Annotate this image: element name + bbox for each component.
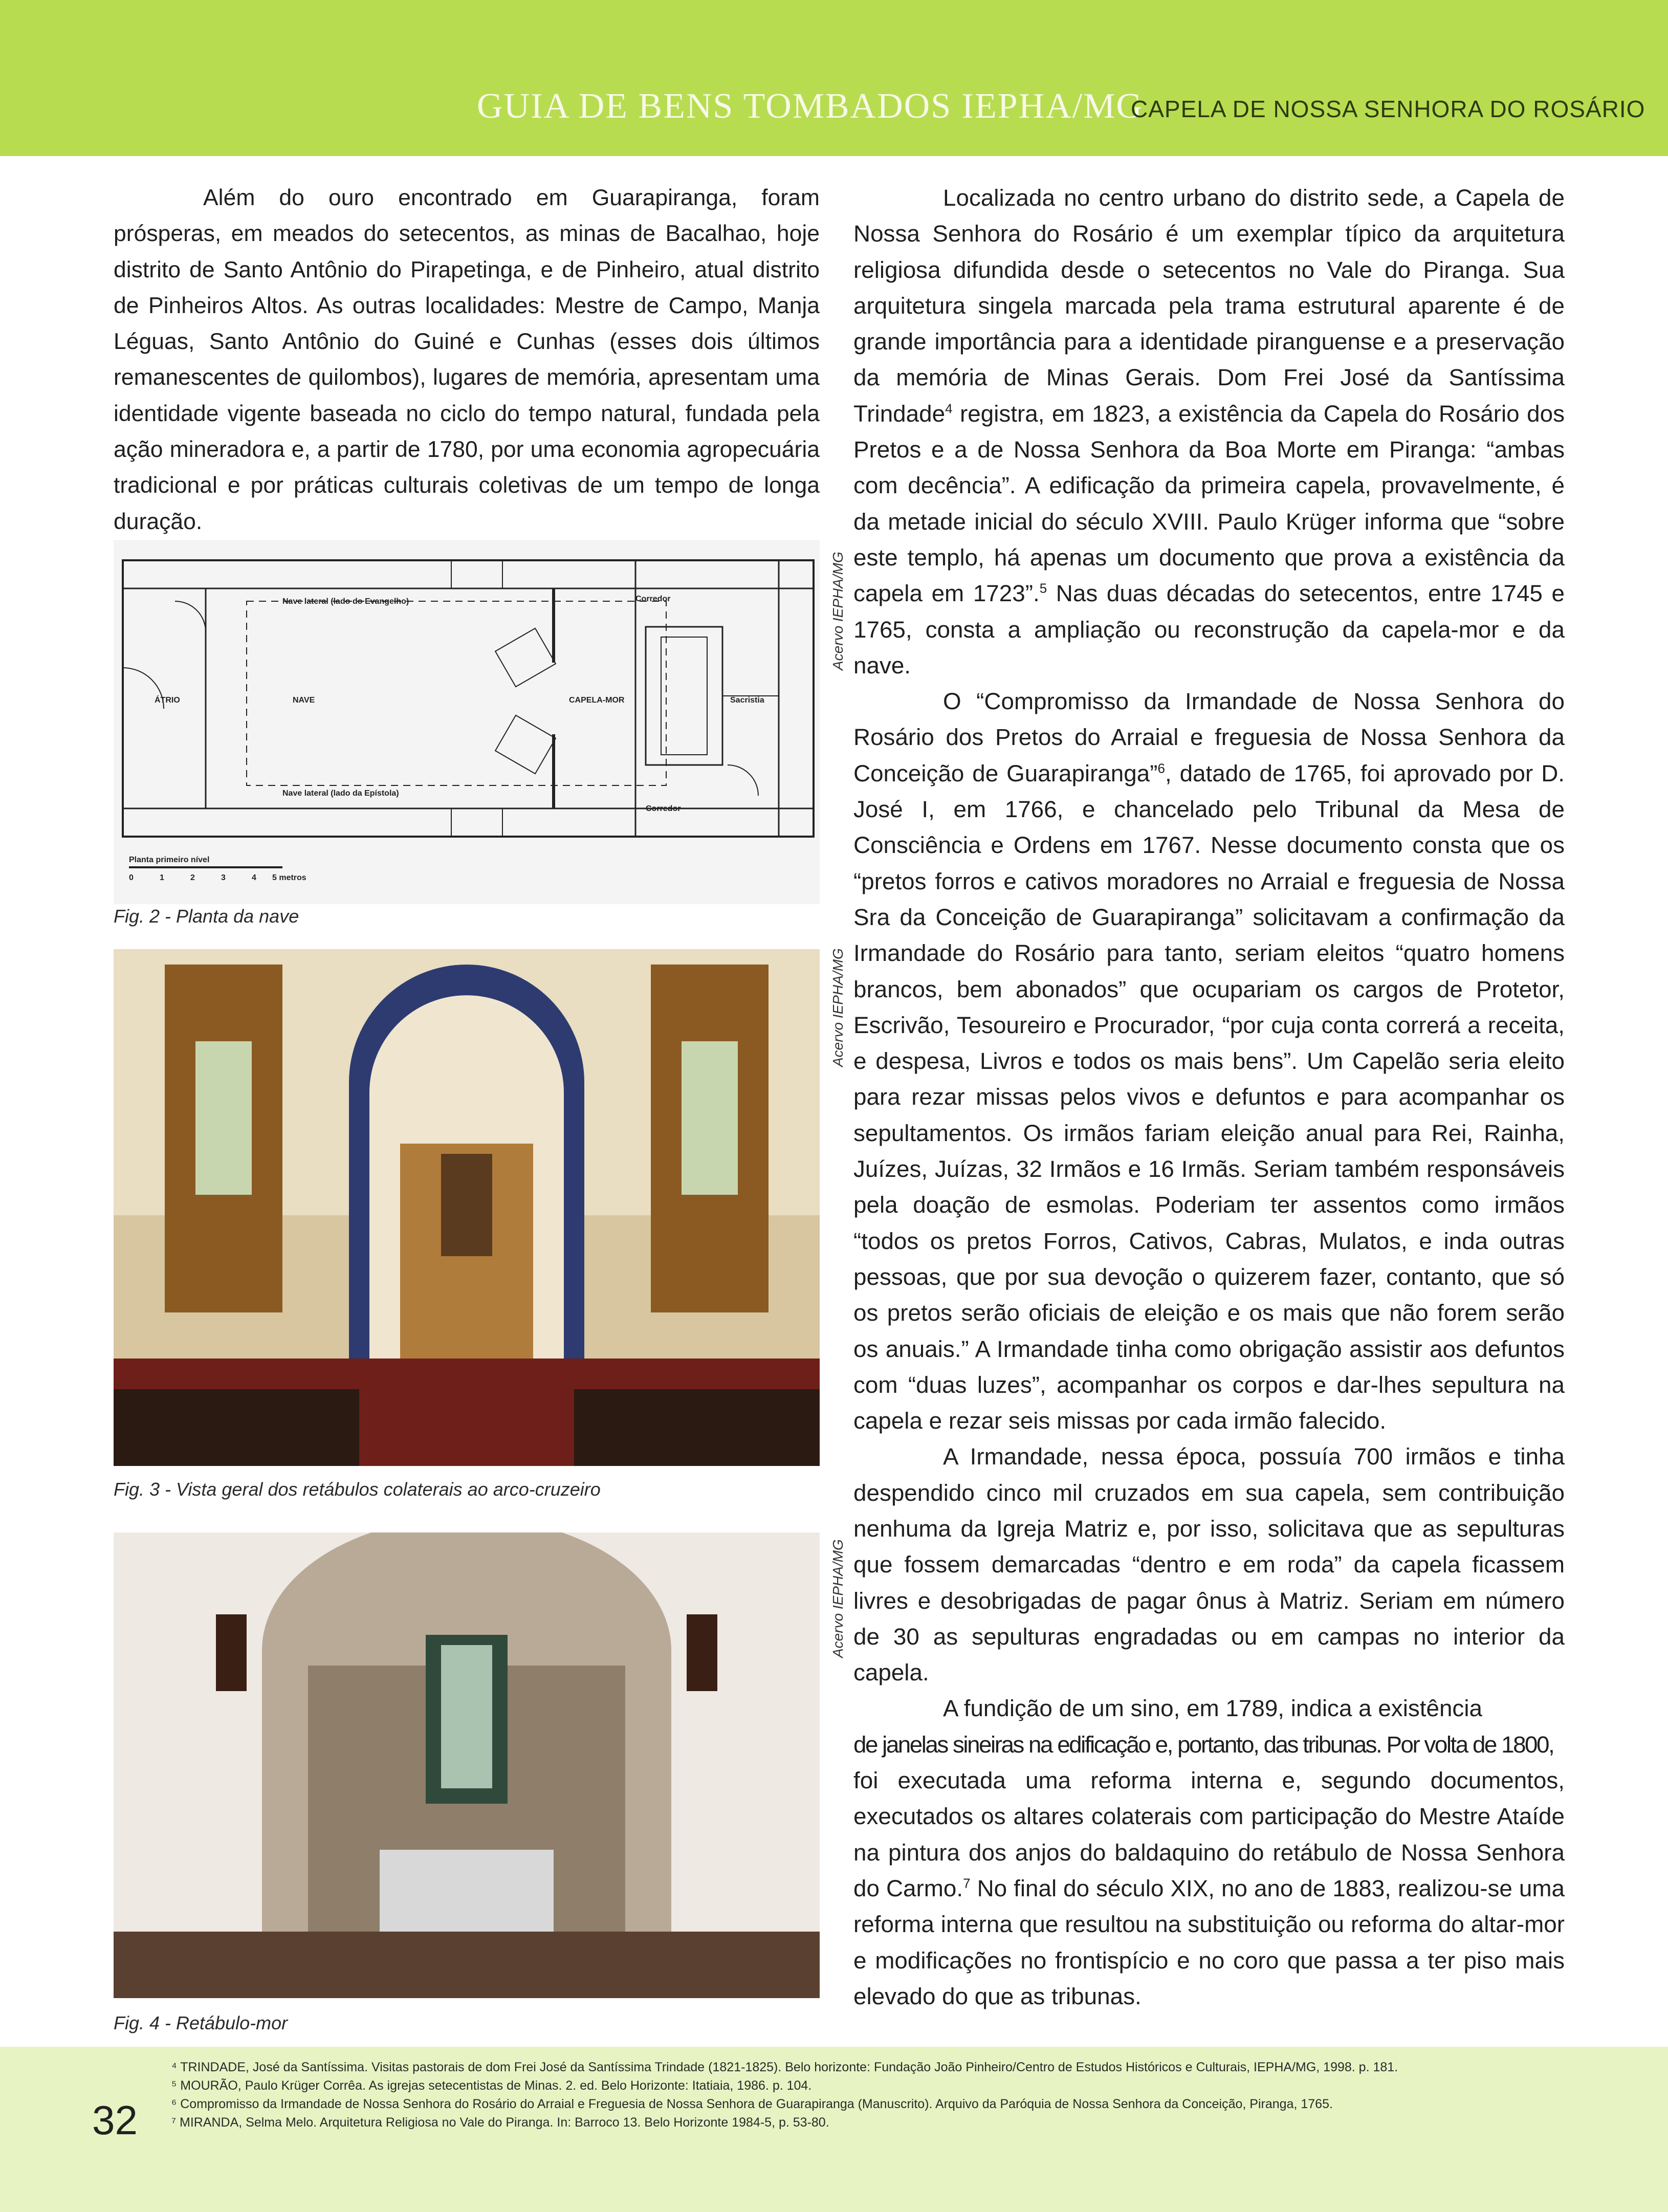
guide-title: GUIA DE BENS TOMBADOS IEPHA/MG (477, 86, 1143, 126)
fig3-credit: Acervo IEPHA/MG (830, 948, 846, 1067)
paragraph-reform: foi executada uma reforma interna e, segundo documentos, executados os altares colaterais com participação do Mestre Ataíde na pintura dos anjos do baldaquino do retábulo de Nossa Senhora do Carmo.$^7$ No final do século XIX, no ano de 1883, realizou-se uma reforma interna que resultou na substituição ou reforma do altar-mor e modificações no frontispício e no coro que passa a ter piso mais elevado do que as tribunas. (853, 1767, 1565, 2009)
left-column-text (114, 180, 820, 540)
footnote-ref-4: 4 (945, 401, 953, 417)
fig3-caption: Fig. 3 - Vista geral dos retábulos colaterais ao arco-cruzeiro (114, 1479, 601, 1500)
chapter-title: CAPELA DE NOSSA SENHORA DO ROSÁRIO (1131, 96, 1645, 122)
footnote-4: ⁴ TRINDADE, José da Santíssima. Visitas pastorais de dom Frei José da Santíssima Trindade (1821-1825). Belo horizonte: Fundação João Pinheiro/Centro de Estudos Históricos e Culturais, IEPHA/MG, 1998. p. 181. (171, 2060, 1398, 2074)
page-header (0, 0, 1668, 156)
paragraph-compromisso: O “Compromisso da Irmandade de Nossa Senhora do Rosário dos Pretos do Arraial e freguesia de Nossa Senhora da Conceição de Guarapiranga”$^6$, datado de 1765, foi aprovado por D. José I, em 1766, e chancelado pelo Tribunal da Mesa de Consciência e Ordens em 1767. Nesse documento consta que os “pretos forros e cativos moradores no Arraial e freguesia de Nossa Sra da Conceição de Guarapiranga” solicitavam a confirmação da Irmandade do Rosário para tanto, seriam eleitos “quatro homens brancos, bem abonados” que ocupariam os cargos de Protetor, Escrivão, Tesoureiro e Procurador, “por cuja conta correrá a receita, e despesa, Livros e todos os mais bens”. Um Capelão seria eleito para rezar missas pelos vivos e defuntos e para acompanhar os sepultamentos. Os irmãos fariam eleição anual para Rei, Rainha, Juízes, Juízas, 32 Irmãos e 16 Irmãs. Seriam também responsáveis pela doação de esmolas. Poderiam ter assentos como irmãos “todos os pretos Forros, Cativos, Cabras, Mulatos, e inda outras pessoas, que por sua devoção o quizerem fazer, contanto, que só os pretos serão oficiais de eleição e os mais que não forem serão os anuais.” A Irmandade tinha como obrigação assistir aos defuntos com “duas luzes”, acompanhar os corpos e dar-lhes sepultura na capela e rezar seis missas por cada irmão falecido. (853, 688, 1565, 1434)
plan-scale-0: 0 (129, 873, 134, 882)
plan-scale-title: Planta primeiro nível (129, 856, 210, 864)
plan-scale-4: 4 (252, 873, 256, 882)
plan-label-nave-epistola: Nave lateral (lado da Epístola) (282, 789, 399, 798)
paragraph-bell: A fundição de um sino, em 1789, indica a existência (943, 1695, 1482, 1722)
fig4-caption: Fig. 4 - Retábulo-mor (114, 2012, 288, 2033)
nave-altars-photo (114, 949, 820, 1466)
plan-label-nave: NAVE (293, 696, 315, 705)
plan-label-corredor-bottom: Corredor (646, 804, 681, 813)
plan-scale-5: 5 metros (272, 873, 306, 882)
paragraph-irmandade: A Irmandade, nessa época, possuía 700 irmãos e tinha despendido cinco mil cruzados em sua capela, sem contribuição nenhuma da Igreja Matriz e, por isso, solicitava que as sepulturas que fossem demarcadas “dentro e em roda” da capela ficassem livres e desobrigadas de pagar ônus à Matriz. Seriam em número de 30 as sepulturas engradadas ou em campas no interior da capela. (853, 1443, 1565, 1686)
footnote-6: ⁶ Compromisso da Irmandade de Nossa Senhora do Rosário do Arraial e Freguesia de Nossa Senhora de Guarapiranga (Manuscrito). Arquivo da Paróquia de Nossa Senhora da Conceição, Piranga, 1765. (171, 2097, 1333, 2111)
fig2-credit: Acervo IEPHA/MG (830, 552, 846, 670)
plan-scale-2: 2 (190, 873, 195, 882)
plan-label-sacristia: Sacristia (730, 696, 764, 705)
plan-label-corredor-top: Corredor (635, 595, 671, 603)
footnote-ref-7: 7 (963, 1875, 971, 1891)
footnote-ref-6: 6 (1157, 760, 1165, 776)
footnote-7: ⁷ MIRANDA, Selma Melo. Arquitetura Religiosa no Vale do Piranga. In: Barroco 13. Belo Horizonte 1984-5, p. 53-80. (171, 2115, 829, 2130)
paragraph-bell-tight-line: de janelas sineiras na edificação e, portanto, das tribunas. Por volta de 1800, (853, 1731, 1554, 1758)
plan-scale-1: 1 (160, 873, 164, 882)
fig4-credit: Acervo IEPHA/MG (830, 1539, 846, 1658)
floor-plan-figure (114, 540, 820, 904)
fig2-caption: Fig. 2 - Planta da nave (114, 906, 299, 927)
floor-plan-drawing (114, 540, 820, 904)
plan-label-atrio: ÁTRIO (155, 696, 180, 705)
right-column-text (853, 180, 1565, 2014)
plan-label-capela-mor: CAPELA-MOR (569, 696, 625, 705)
footnote-ref-5: 5 (1039, 581, 1047, 596)
footnotes (171, 2058, 1630, 2132)
paragraph-location: Localizada no centro urbano do distrito sede, a Capela de Nossa Senhora do Rosário é um exemplar típico da arquitetura religiosa difundida desde o setecentos no Vale do Piranga. Sua arquitetura singela marcada pela trama estrutural aparente é de grande importância para a identidade piranguense e a preservação da memória de Minas Gerais. Dom Frei José da Santíssima Trindade$^4$ registra, em 1823, a existência da Capela do Rosário dos Pretos e a de Nossa Senhora da Boa Morte em Piranga: “ambas com decência”. A edificação da primeira capela, provavelmente, é da metade inicial do século XVIII. Paulo Krüger informa que “sobre este templo, há apenas um documento que prova a existência da capela em 1723”.$^5$ Nas duas décadas do setecentos, entre 1745 e 1765, consta a ampliação ou reconstrução da capela-mor e da nave. (853, 185, 1565, 678)
paragraph-mines: Além do ouro encontrado em Guarapiranga, foram prósperas, em meados do setecentos, as minas de Bacalhao, hoje distrito de Santo Antônio do Pirapetinga, e de Pinheiro, atual distrito de Pinheiros Altos. As outras localidades: Mestre de Campo, Manja Léguas, Santo Antônio do Guiné e Cunhas (esses dois últimos remanescentes de quilombos), lugares de memória, apresentam uma identidade vigente baseada no ciclo do tempo natural, fundada pela ação mineradora e, a partir de 1780, por uma economia agropecuária tradicional e por práticas culturais coletivas de um tempo de longa duração. (114, 185, 820, 534)
main-altarpiece-photo (114, 1532, 820, 1998)
plan-label-nave-evangelho: Nave lateral (lado do Evangelho) (282, 597, 409, 606)
footnote-5: ⁵ MOURÃO, Paulo Krüger Corrêa. As igrejas setecentistas de Minas. 2. ed. Belo Horizonte: Itatiaia, 1986. p. 104. (171, 2078, 812, 2093)
page-number: 32 (92, 2097, 138, 2143)
plan-scale-3: 3 (221, 873, 226, 882)
